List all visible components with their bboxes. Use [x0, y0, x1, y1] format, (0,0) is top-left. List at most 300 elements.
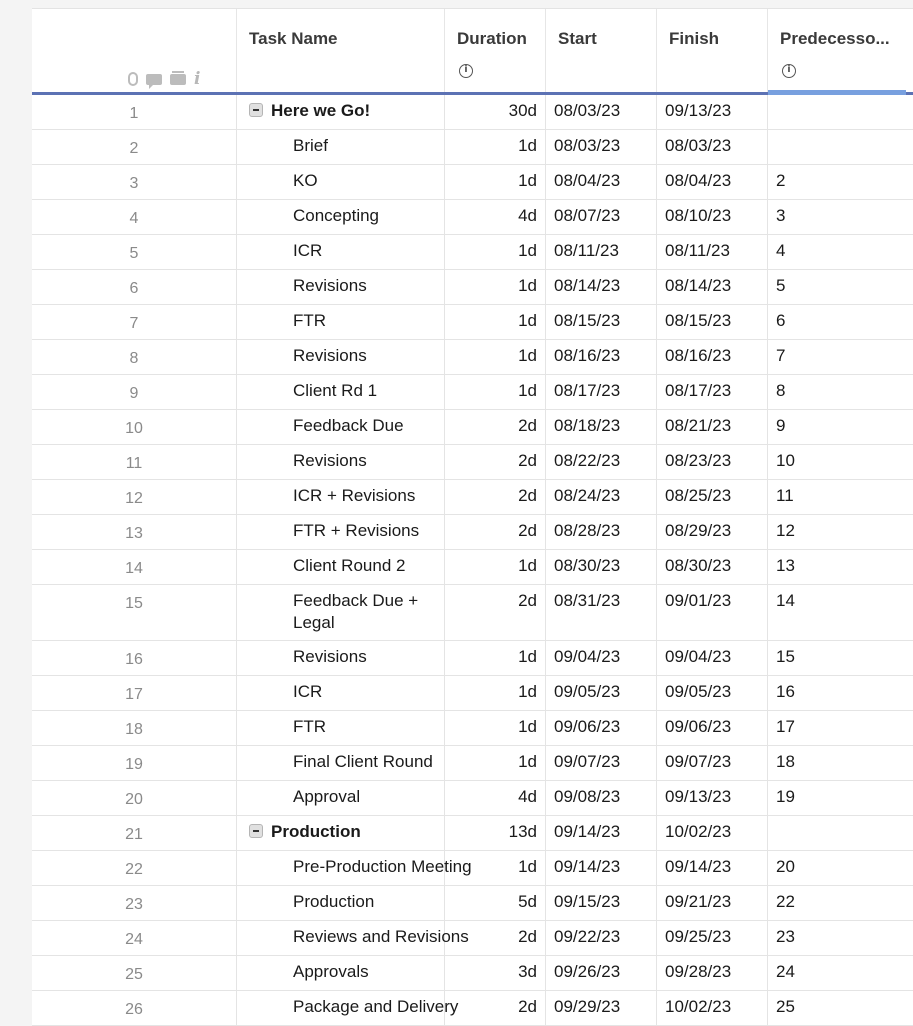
- start-cell[interactable]: [546, 445, 657, 479]
- header-predecessors[interactable]: [768, 9, 913, 92]
- header-finish[interactable]: [657, 9, 768, 92]
- task-name-cell[interactable]: [237, 550, 445, 584]
- predecessors-cell[interactable]: [768, 956, 913, 990]
- duration-cell[interactable]: [445, 676, 546, 710]
- start-cell-text: 08/03/23: [554, 101, 621, 120]
- task-name-cell[interactable]: [237, 165, 445, 199]
- header-predecessors-label: Predecesso...: [780, 29, 890, 48]
- duration-cell-text: 13d: [508, 822, 537, 841]
- finish-cell-text: 08/10/23: [665, 206, 732, 225]
- task-name-cell[interactable]: [237, 676, 445, 710]
- task-name-cell-text: Client Round 2: [293, 556, 406, 575]
- duration-cell[interactable]: [445, 851, 546, 885]
- task-name-cell-text: Here we Go!: [271, 101, 371, 120]
- task-name-cell[interactable]: [237, 340, 445, 374]
- task-name-cell[interactable]: [237, 991, 459, 1025]
- predecessors-cell[interactable]: [768, 375, 913, 409]
- header-duration-label: Duration: [457, 29, 527, 48]
- duration-cell-text: 1d: [518, 241, 537, 260]
- row-number[interactable]: [32, 130, 237, 164]
- predecessors-cell[interactable]: [768, 480, 913, 514]
- task-name-cell[interactable]: [237, 410, 445, 444]
- duration-cell[interactable]: [445, 585, 546, 640]
- finish-cell-text: 09/21/23: [665, 892, 732, 911]
- column-info-icon[interactable]: [459, 64, 473, 78]
- task-name-cell-text: FTR: [293, 717, 327, 736]
- row-number[interactable]: [32, 340, 237, 374]
- finish-cell[interactable]: [657, 746, 768, 780]
- start-cell-text: 08/03/23: [554, 136, 621, 155]
- finish-cell[interactable]: [657, 585, 768, 640]
- row-number-text: 17: [125, 686, 143, 703]
- row-action-icons: [128, 69, 200, 89]
- table-row[interactable]: [32, 746, 913, 781]
- start-cell[interactable]: [546, 375, 657, 409]
- task-name-cell-text: ICR + Revisions: [293, 486, 416, 505]
- task-name-cell[interactable]: [237, 375, 445, 409]
- start-cell[interactable]: [546, 921, 657, 955]
- duration-cell[interactable]: [445, 921, 546, 955]
- start-cell-text: 08/15/23: [554, 311, 621, 330]
- table-row[interactable]: [32, 816, 913, 851]
- start-cell[interactable]: [546, 130, 657, 164]
- table-row[interactable]: [32, 550, 913, 585]
- predecessors-cell[interactable]: [768, 851, 913, 885]
- row-number[interactable]: [32, 165, 237, 199]
- duration-cell-text: 1d: [518, 136, 537, 155]
- header-task-name[interactable]: [237, 9, 445, 92]
- task-name-cell[interactable]: [237, 200, 445, 234]
- predecessors-cell-text: 10: [776, 451, 795, 470]
- row-number[interactable]: [32, 991, 237, 1025]
- row-number[interactable]: [32, 676, 237, 710]
- table-row[interactable]: [32, 711, 913, 746]
- table-row[interactable]: [32, 781, 913, 816]
- task-name-cell-text: Production: [271, 822, 361, 841]
- finish-cell[interactable]: [657, 991, 768, 1025]
- row-number-text: 22: [125, 861, 143, 878]
- task-name-cell[interactable]: [237, 95, 445, 129]
- finish-cell[interactable]: [657, 550, 768, 584]
- start-cell[interactable]: [546, 480, 657, 514]
- finish-cell-text: 08/29/23: [665, 521, 732, 540]
- finish-cell-text: 09/13/23: [665, 101, 732, 120]
- finish-cell-text: 10/02/23: [665, 822, 732, 841]
- duration-cell-text: 1d: [518, 381, 537, 400]
- duration-cell-text: 1d: [518, 556, 537, 575]
- duration-cell[interactable]: [445, 200, 546, 234]
- predecessors-cell-text: 22: [776, 892, 795, 911]
- predecessors-cell[interactable]: [768, 305, 913, 339]
- duration-cell-text: 2d: [518, 451, 537, 470]
- row-header-column: [32, 9, 237, 92]
- predecessors-cell-text: 14: [776, 591, 795, 610]
- finish-cell[interactable]: [657, 886, 768, 920]
- start-cell-text: 08/17/23: [554, 381, 621, 400]
- predecessors-cell-text: 5: [776, 276, 786, 295]
- predecessors-cell[interactable]: [768, 816, 913, 850]
- start-cell[interactable]: [546, 991, 657, 1025]
- row-number-text: 1: [129, 105, 139, 122]
- table-row[interactable]: [32, 270, 913, 305]
- predecessors-cell-text: 8: [776, 381, 786, 400]
- task-name-cell-text: Reviews and Revisions: [293, 927, 469, 946]
- table-row[interactable]: [32, 641, 913, 676]
- table-row[interactable]: [32, 921, 913, 956]
- start-cell[interactable]: [546, 410, 657, 444]
- task-name-cell-text: ICR: [293, 241, 323, 260]
- predecessors-cell[interactable]: [768, 641, 913, 675]
- row-number[interactable]: [32, 270, 237, 304]
- row-number[interactable]: [32, 235, 237, 269]
- duration-cell[interactable]: [445, 641, 546, 675]
- task-name-cell-text: Revisions: [293, 276, 367, 295]
- finish-cell-text: 08/03/23: [665, 136, 732, 155]
- duration-cell-text: 1d: [518, 717, 537, 736]
- task-name-cell[interactable]: [237, 270, 445, 304]
- table-row[interactable]: [32, 165, 913, 200]
- finish-cell[interactable]: [657, 270, 768, 304]
- duration-cell-text: 2d: [518, 927, 537, 946]
- finish-cell-text: 09/14/23: [665, 857, 732, 876]
- row-number-text: 11: [125, 455, 143, 472]
- row-number[interactable]: [32, 585, 237, 640]
- start-cell[interactable]: [546, 676, 657, 710]
- predecessors-cell[interactable]: [768, 515, 913, 549]
- task-name-cell-text: Final Client Round: [293, 752, 433, 771]
- table-row[interactable]: [32, 235, 913, 270]
- finish-cell[interactable]: [657, 340, 768, 374]
- finish-cell-text: 09/05/23: [665, 682, 732, 701]
- table-row[interactable]: [32, 200, 913, 235]
- task-name-cell[interactable]: [237, 956, 445, 990]
- duration-cell-text: 1d: [518, 647, 537, 666]
- start-cell[interactable]: [546, 550, 657, 584]
- start-cell[interactable]: [546, 165, 657, 199]
- finish-cell[interactable]: [657, 130, 768, 164]
- duration-cell[interactable]: [445, 816, 546, 850]
- row-number-text: 20: [125, 791, 143, 808]
- task-name-cell[interactable]: [237, 886, 445, 920]
- table-row[interactable]: [32, 305, 913, 340]
- start-cell-text: 08/30/23: [554, 556, 621, 575]
- start-cell[interactable]: [546, 851, 657, 885]
- duration-cell-text: 1d: [518, 276, 537, 295]
- task-name-cell-text: Brief: [293, 136, 328, 155]
- duration-cell[interactable]: [445, 270, 546, 304]
- duration-cell[interactable]: [445, 130, 546, 164]
- task-name-cell[interactable]: [237, 235, 445, 269]
- start-cell-text: 09/14/23: [554, 822, 621, 841]
- finish-cell[interactable]: [657, 445, 768, 479]
- predecessors-cell-text: 16: [776, 682, 795, 701]
- duration-cell-text: 1d: [518, 346, 537, 365]
- row-number[interactable]: [32, 641, 237, 675]
- finish-cell[interactable]: [657, 816, 768, 850]
- finish-cell-text: 09/25/23: [665, 927, 732, 946]
- table-row[interactable]: [32, 515, 913, 550]
- finish-cell[interactable]: [657, 480, 768, 514]
- duration-cell[interactable]: [445, 445, 546, 479]
- duration-cell[interactable]: [445, 480, 546, 514]
- start-cell-text: 09/14/23: [554, 857, 621, 876]
- duration-cell[interactable]: [445, 956, 546, 990]
- start-cell[interactable]: [546, 585, 657, 640]
- finish-cell-text: 09/07/23: [665, 752, 732, 771]
- table-row[interactable]: [32, 375, 913, 410]
- finish-cell[interactable]: [657, 676, 768, 710]
- finish-cell[interactable]: [657, 95, 768, 129]
- finish-cell[interactable]: [657, 515, 768, 549]
- table-row[interactable]: [32, 95, 913, 130]
- start-cell[interactable]: [546, 641, 657, 675]
- predecessors-cell-text: 19: [776, 787, 795, 806]
- finish-cell[interactable]: [657, 410, 768, 444]
- row-number-text: 19: [125, 756, 143, 773]
- duration-cell[interactable]: [445, 95, 546, 129]
- row-number[interactable]: [32, 746, 237, 780]
- predecessors-cell[interactable]: [768, 200, 913, 234]
- finish-cell[interactable]: [657, 375, 768, 409]
- row-number-text: 16: [125, 651, 143, 668]
- row-number-text: 15: [125, 595, 143, 612]
- task-name-cell-text: Approval: [293, 787, 361, 806]
- start-cell-text: 09/06/23: [554, 717, 621, 736]
- finish-cell[interactable]: [657, 641, 768, 675]
- start-cell[interactable]: [546, 956, 657, 990]
- duration-cell[interactable]: [445, 991, 546, 1025]
- duration-cell-text: 2d: [518, 416, 537, 435]
- start-cell-text: 09/04/23: [554, 647, 621, 666]
- duration-cell-text: 2d: [518, 591, 537, 610]
- info-icon[interactable]: i: [194, 69, 201, 89]
- duration-cell[interactable]: [445, 515, 546, 549]
- predecessors-cell[interactable]: [768, 585, 913, 640]
- predecessors-cell[interactable]: [768, 445, 913, 479]
- task-name-cell[interactable]: [237, 851, 472, 885]
- finish-cell-text: 09/06/23: [665, 717, 732, 736]
- table-row[interactable]: [32, 130, 913, 165]
- predecessors-cell[interactable]: [768, 711, 913, 745]
- proof-icon[interactable]: [170, 74, 186, 85]
- finish-cell[interactable]: [657, 851, 768, 885]
- predecessors-cell-text: 9: [776, 416, 786, 435]
- row-number-text: 7: [129, 315, 139, 332]
- predecessors-cell[interactable]: [768, 921, 913, 955]
- table-row[interactable]: [32, 340, 913, 375]
- duration-cell-text: 1d: [518, 682, 537, 701]
- row-number[interactable]: [32, 956, 237, 990]
- duration-cell[interactable]: [445, 781, 546, 815]
- duration-cell[interactable]: [445, 711, 546, 745]
- finish-cell[interactable]: [657, 305, 768, 339]
- duration-cell-text: 4d: [518, 206, 537, 225]
- comment-icon[interactable]: [146, 74, 162, 85]
- start-cell-text: 08/16/23: [554, 346, 621, 365]
- predecessors-cell[interactable]: [768, 165, 913, 199]
- table-row[interactable]: [32, 956, 913, 991]
- task-name-cell[interactable]: [237, 130, 445, 164]
- start-cell[interactable]: [546, 95, 657, 129]
- row-number[interactable]: [32, 851, 237, 885]
- row-number[interactable]: [32, 711, 237, 745]
- start-cell[interactable]: [546, 200, 657, 234]
- table-row[interactable]: [32, 445, 913, 480]
- predecessors-cell[interactable]: [768, 340, 913, 374]
- duration-cell[interactable]: [445, 375, 546, 409]
- row-number[interactable]: [32, 515, 237, 549]
- start-cell[interactable]: [546, 746, 657, 780]
- finish-cell-text: 08/17/23: [665, 381, 732, 400]
- row-number-text: 3: [129, 175, 139, 192]
- column-header-row: [32, 9, 913, 95]
- table-row[interactable]: [32, 410, 913, 445]
- predecessors-cell[interactable]: [768, 746, 913, 780]
- start-cell-text: 09/07/23: [554, 752, 621, 771]
- table-row[interactable]: [32, 991, 913, 1026]
- task-name-cell[interactable]: [237, 480, 445, 514]
- row-number[interactable]: [32, 305, 237, 339]
- header-duration[interactable]: [445, 9, 546, 92]
- predecessors-cell-text: 24: [776, 962, 795, 981]
- finish-cell[interactable]: [657, 781, 768, 815]
- task-name-cell-text: KO: [293, 171, 318, 190]
- start-cell[interactable]: [546, 515, 657, 549]
- start-cell[interactable]: [546, 711, 657, 745]
- row-number[interactable]: [32, 886, 237, 920]
- predecessors-cell-text: 3: [776, 206, 786, 225]
- finish-cell[interactable]: [657, 956, 768, 990]
- table-row[interactable]: [32, 851, 913, 886]
- duration-cell-text: 30d: [508, 101, 537, 120]
- table-row[interactable]: [32, 886, 913, 921]
- start-cell-text: 09/05/23: [554, 682, 621, 701]
- finish-cell[interactable]: [657, 711, 768, 745]
- start-cell[interactable]: [546, 235, 657, 269]
- predecessors-cell-text: 20: [776, 857, 795, 876]
- row-number[interactable]: [32, 445, 237, 479]
- predecessors-cell[interactable]: [768, 886, 913, 920]
- duration-cell[interactable]: [445, 410, 546, 444]
- table-row[interactable]: [32, 676, 913, 711]
- predecessors-cell[interactable]: [768, 410, 913, 444]
- finish-cell[interactable]: [657, 235, 768, 269]
- row-number-text: 8: [129, 350, 139, 367]
- task-name-cell[interactable]: [237, 445, 445, 479]
- start-cell-text: 08/07/23: [554, 206, 621, 225]
- table-row[interactable]: [32, 585, 913, 641]
- finish-cell-text: 08/16/23: [665, 346, 732, 365]
- task-name-cell[interactable]: [237, 711, 445, 745]
- predecessors-cell-text: 11: [776, 486, 794, 505]
- start-cell[interactable]: [546, 816, 657, 850]
- finish-cell[interactable]: [657, 921, 768, 955]
- start-cell[interactable]: [546, 270, 657, 304]
- start-cell[interactable]: [546, 340, 657, 374]
- start-cell[interactable]: [546, 781, 657, 815]
- predecessors-cell[interactable]: [768, 95, 913, 129]
- task-rows: [32, 95, 913, 1026]
- row-number[interactable]: [32, 375, 237, 409]
- finish-cell-text: 09/28/23: [665, 962, 732, 981]
- duration-cell[interactable]: [445, 886, 546, 920]
- table-row[interactable]: [32, 480, 913, 515]
- predecessors-cell[interactable]: [768, 676, 913, 710]
- task-name-cell[interactable]: [237, 921, 469, 955]
- duration-cell[interactable]: [445, 235, 546, 269]
- predecessors-cell[interactable]: [768, 781, 913, 815]
- start-cell[interactable]: [546, 886, 657, 920]
- task-name-cell[interactable]: [237, 305, 445, 339]
- row-number-text: 12: [125, 490, 143, 507]
- task-name-cell-text: Package and Delivery: [293, 997, 459, 1016]
- row-number[interactable]: [32, 95, 237, 129]
- collapse-icon[interactable]: [249, 824, 263, 838]
- row-number-text: 2: [129, 140, 139, 157]
- row-number[interactable]: [32, 816, 237, 850]
- task-name-cell[interactable]: [237, 816, 445, 850]
- column-info-icon[interactable]: [782, 64, 796, 78]
- attachment-icon[interactable]: [128, 72, 138, 86]
- duration-cell[interactable]: [445, 550, 546, 584]
- predecessors-cell[interactable]: [768, 235, 913, 269]
- duration-cell[interactable]: [445, 746, 546, 780]
- duration-cell[interactable]: [445, 305, 546, 339]
- start-cell-text: 09/08/23: [554, 787, 621, 806]
- row-number[interactable]: [32, 550, 237, 584]
- row-number-text: 24: [125, 931, 143, 948]
- predecessors-cell[interactable]: [768, 991, 913, 1025]
- task-name-cell-text: Production: [293, 892, 375, 911]
- start-cell-text: 08/11/23: [554, 241, 619, 260]
- row-number-text: 9: [129, 385, 139, 402]
- collapse-icon[interactable]: [249, 103, 263, 117]
- task-name-cell[interactable]: [237, 781, 445, 815]
- predecessors-cell[interactable]: [768, 550, 913, 584]
- header-task-name-label: Task Name: [249, 29, 338, 48]
- task-name-cell[interactable]: [237, 585, 445, 640]
- finish-cell[interactable]: [657, 200, 768, 234]
- row-number[interactable]: [32, 410, 237, 444]
- duration-cell-text: 3d: [518, 962, 537, 981]
- predecessors-cell-text: 12: [776, 521, 795, 540]
- finish-cell-text: 08/14/23: [665, 276, 732, 295]
- predecessors-cell[interactable]: [768, 130, 913, 164]
- row-number-text: 13: [125, 525, 143, 542]
- row-number-text: 25: [125, 966, 143, 983]
- start-cell-text: 08/04/23: [554, 171, 621, 190]
- predecessors-cell-text: 23: [776, 927, 795, 946]
- row-number[interactable]: [32, 200, 237, 234]
- task-name-cell-text: FTR + Revisions: [293, 521, 420, 540]
- duration-cell[interactable]: [445, 340, 546, 374]
- start-cell[interactable]: [546, 305, 657, 339]
- task-name-cell-text: Feedback Due: [293, 416, 404, 435]
- duration-cell-text: 1d: [518, 171, 537, 190]
- row-number[interactable]: [32, 921, 237, 955]
- header-start[interactable]: [546, 9, 657, 92]
- duration-cell[interactable]: [445, 165, 546, 199]
- task-name-cell[interactable]: [237, 746, 445, 780]
- start-cell-text: 08/18/23: [554, 416, 621, 435]
- finish-cell[interactable]: [657, 165, 768, 199]
- task-name-cell[interactable]: [237, 641, 445, 675]
- task-name-cell[interactable]: [237, 515, 445, 549]
- row-number[interactable]: [32, 781, 237, 815]
- predecessors-cell[interactable]: [768, 270, 913, 304]
- start-cell-text: 08/14/23: [554, 276, 621, 295]
- row-number[interactable]: [32, 480, 237, 514]
